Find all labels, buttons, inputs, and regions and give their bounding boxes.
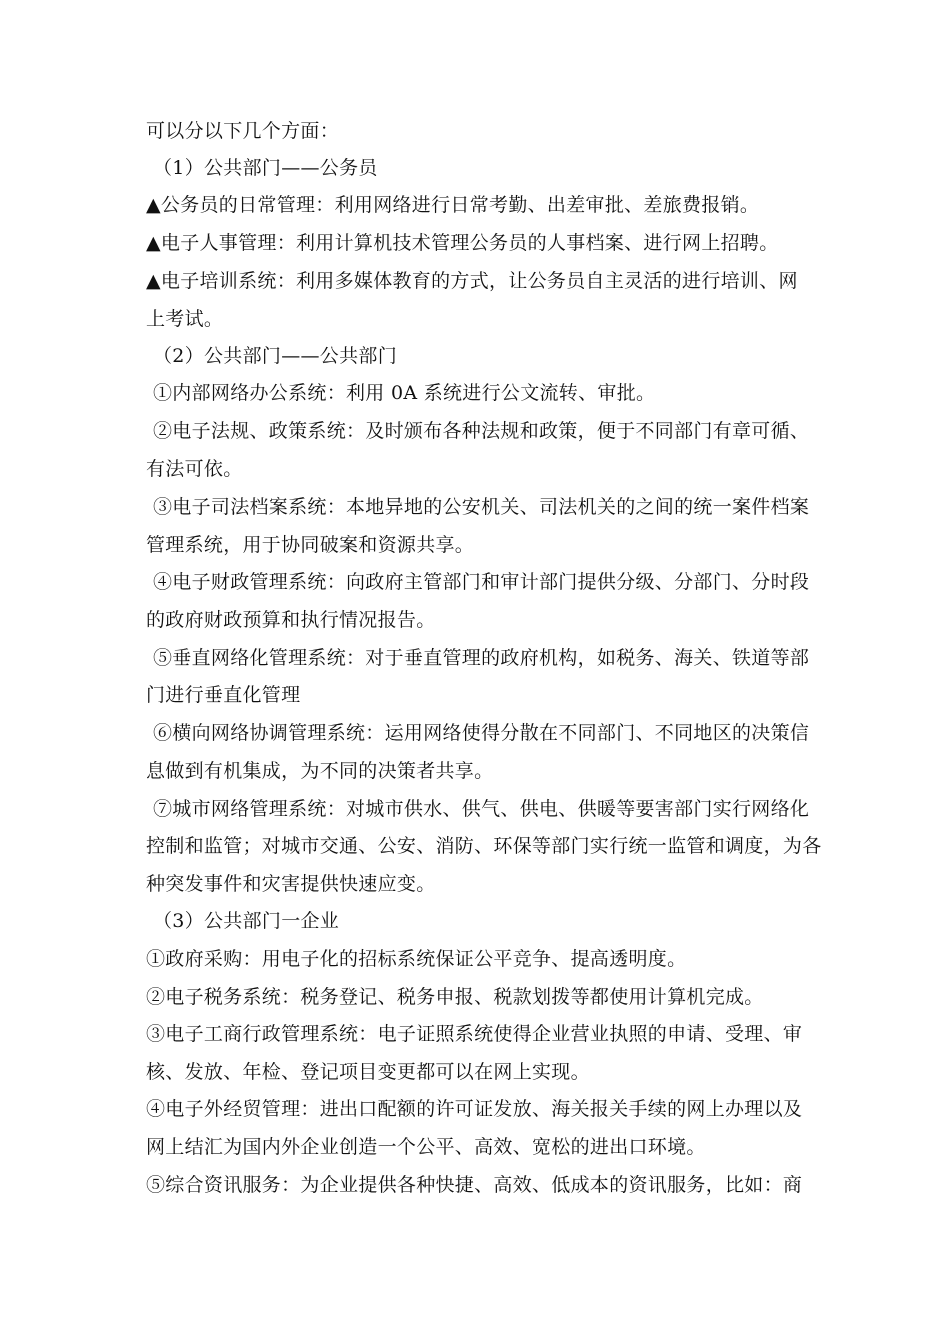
section-heading-1: （1）公共部门——公务员 [153,157,378,179]
text-line: ▲公务员的日常管理：利用网络进行日常考勤、出差审批、差旅费报销。 [146,194,760,216]
text-line: ⑦城市网络管理系统：对城市供水、供气、供电、供暖等要害部门实行网络化 [153,798,810,820]
text-line: 上考试。 [146,308,224,330]
text-line: ②电子税务系统：税务登记、税务申报、税款划拨等都使用计算机完成。 [146,986,764,1008]
text-line: 息做到有机集成，为不同的决策者共享。 [146,760,494,782]
section-heading-3: （3）公共部门一企业 [153,910,340,932]
text-line: 种突发事件和灾害提供快速应变。 [146,873,436,895]
text-line: ⑥横向网络协调管理系统：运用网络使得分散在不同部门、不同地区的决策信 [153,722,810,744]
text-line: ①政府采购：用电子化的招标系统保证公平竞争、提高透明度。 [146,948,687,970]
text-line: 有法可依。 [146,458,243,480]
text-line: 的政府财政预算和执行情况报告。 [146,609,436,631]
text-line: ④电子财政管理系统：向政府主管部门和审计部门提供分级、分部门、分时段 [153,571,810,593]
text-line: ▲电子培训系统：利用多媒体教育的方式，让公务员自主灵活的进行培训、网 [146,270,798,292]
text-line-intro: 可以分以下几个方面： [146,120,340,142]
text-line: ⑤综合资讯服务：为企业提供各种快捷、高效、低成本的资讯服务，比如：商 [146,1174,803,1196]
text-line: ▲电子人事管理：利用计算机技术管理公务员的人事档案、进行网上招聘。 [146,232,779,254]
text-line: ③电子司法档案系统：本地异地的公安机关、司法机关的之间的统一案件档案 [153,496,810,518]
text-line: 门进行垂直化管理 [146,684,301,706]
text-line: 网上结汇为国内外企业创造一个公平、高效、宽松的进出口环境。 [146,1136,706,1158]
section-heading-2: （2）公共部门——公共部门 [153,345,397,367]
text-line: 控制和监管；对城市交通、公安、消防、环保等部门实行统一监管和调度，为各 [146,835,822,857]
text-line: ①内部网络办公系统：利用 0A 系统进行公文流转、审批。 [153,382,656,404]
text-line: ④电子外经贸管理：进出口配额的许可证发放、海关报关手续的网上办理以及 [146,1098,803,1120]
text-line: 核、发放、年检、登记项目变更都可以在网上实现。 [146,1061,590,1083]
text-line: ③电子工商行政管理系统：电子证照系统使得企业营业执照的申请、受理、审 [146,1023,803,1045]
text-line: 管理系统，用于协同破案和资源共享。 [146,534,475,556]
text-line: ②电子法规、政策系统：及时颁布各种法规和政策，便于不同部门有章可循、 [153,420,810,442]
text-line: ⑤垂直网络化管理系统：对于垂直管理的政府机构，如税务、海关、铁道等部 [153,647,810,669]
